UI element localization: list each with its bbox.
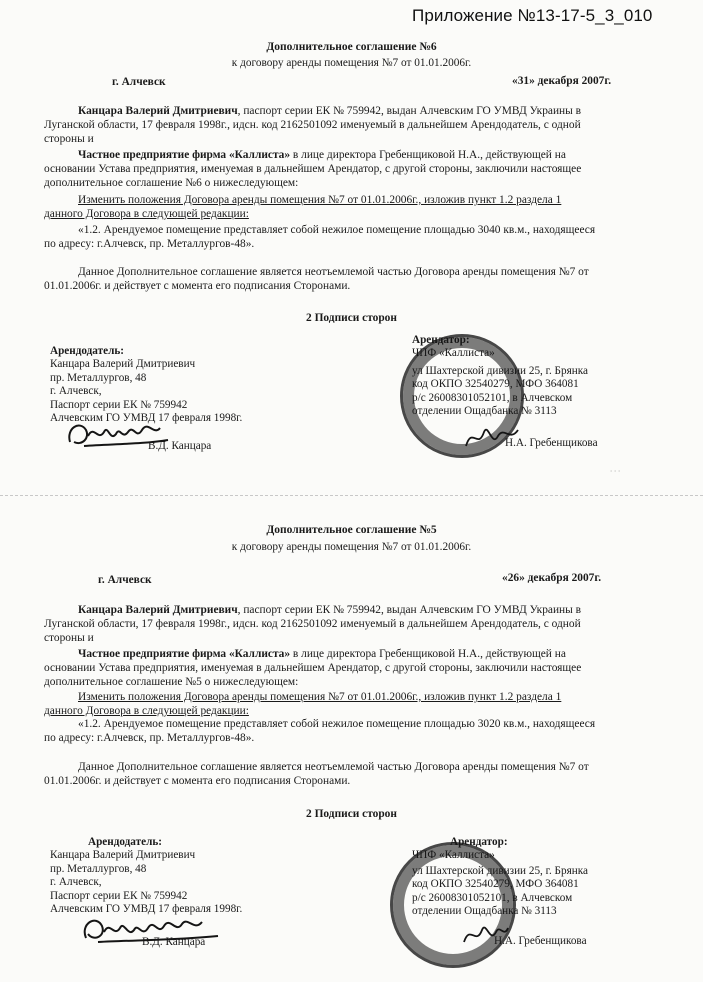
landlord-name: Канцара Валерий Дмитриевич	[78, 105, 238, 117]
agreement5-title: Дополнительное соглашение №5	[266, 524, 437, 536]
agreement5-subtitle: к договору аренды помещения №7 от 01.01.2006г.	[231, 541, 472, 553]
landlord-line-3: Паспорт серии ЕК № 759942	[50, 889, 188, 902]
clause-line1: «1.2. Арендуемое помещение представляет собой нежилое помещение площадью 3040 кв.м., находящееся	[78, 224, 596, 236]
change-line2: данного Договора в следующей редакции:	[44, 208, 249, 220]
landlord-title: Арендодатель:	[50, 345, 124, 357]
tenant-line-2: код ОКПО 32540279, МФО 364081	[412, 378, 579, 391]
appendix-label: Приложение №13-17-5_3_010	[412, 6, 653, 25]
agreement6-change	[44, 193, 672, 221]
agreement5-signatures-heading: 2 Подписи сторон	[306, 808, 397, 820]
landlord-title: Арендодатель:	[88, 836, 162, 848]
party1-line2: Луганской области, 17 февраля 1998г., идсн. код 2162501092 именуемый в дальнейшем Арендодатель, с одной	[44, 119, 581, 131]
integral-line1: Данное Дополнительное соглашение является неотъемлемой частью Договора аренды помещения №7 от	[78, 266, 589, 278]
agreement6-landlord-sign: В.Д. Канцара	[148, 440, 212, 452]
change-line1: Изменить положения Договора аренды помещения №7 от 01.01.2006г., изложив пункт 1.2 раздела 1	[78, 194, 562, 206]
integral-line1: Данное Дополнительное соглашение является неотъемлемой частью Договора аренды помещения №7 от	[78, 761, 589, 773]
landlord-line-1: пр. Металлургов, 48	[50, 862, 147, 875]
tenant-name: Частное предприятие фирма «Каллиста»	[78, 648, 291, 660]
tenant-line-3: р/с 26008301052101, в Алчевском	[412, 891, 573, 904]
agreement6-city: г. Алчевск	[112, 76, 166, 88]
change-line1: Изменить положения Договора аренды помещения №7 от 01.01.2006г., изложив пункт 1.2 раздела 1	[78, 691, 562, 703]
agreement5-landlord-sign: В.Д. Канцара	[142, 936, 206, 948]
agreement6-party2	[44, 148, 672, 190]
agreement5-tenant-sign: Н.А. Гребенщикова	[494, 935, 587, 947]
tenant-line-2: код ОКПО 32540279, МФО 364081	[412, 878, 579, 891]
agreement5-date: «26» декабря 2007г.	[502, 572, 602, 584]
tenant-title: Арендатор:	[412, 334, 470, 346]
agreement5-clause	[44, 717, 672, 745]
tenant-name: Частное предприятие фирма «Каллиста»	[78, 149, 291, 161]
landlord-line-3: Паспорт серии ЕК № 759942	[50, 398, 188, 411]
party1-line1: , паспорт серии ЕК № 759942, выдан Алчевским ГО УМВД Украины в	[237, 105, 582, 117]
agreement5-party2	[44, 647, 672, 689]
party2-line3: дополнительное соглашение №5 о нижеследующем:	[44, 676, 299, 688]
landlord-line-0: Канцара Валерий Дмитриевич	[50, 358, 196, 371]
integral-line2: 01.01.2006г. и действует с момента его подписания Сторонами.	[44, 280, 351, 292]
scan-noise-mark: · · ·	[610, 467, 620, 476]
party2-line2: основании Устава предприятия, именуемая в дальнейшем Арендатор, с другой стороны, заключили настоящее	[44, 662, 582, 674]
agreement5-change	[44, 690, 672, 718]
party2-line1: в лице директора Гребенщиковой Н.А., действующей на	[290, 149, 566, 161]
agreement6-subtitle: к договору аренды помещения №7 от 01.01.2006г.	[231, 57, 472, 69]
clause-line1: «1.2. Арендуемое помещение представляет собой нежилое помещение площадью 3020 кв.м., находящееся	[78, 718, 596, 730]
landlord-line-2: г. Алчевск,	[50, 876, 102, 889]
party1-line1: , паспорт серии ЕК № 759942, выдан Алчевским ГО УМВД Украины в	[237, 604, 582, 616]
landlord-line-1: пр. Металлургов, 48	[50, 371, 147, 384]
landlord-line-0: Канцара Валерий Дмитриевич	[50, 849, 196, 862]
agreement5-city: г. Алчевск	[98, 574, 152, 586]
tenant-signature-icon	[462, 420, 522, 454]
landlord-line-4: Алчевским ГО УМВД 17 февраля 1998г.	[50, 412, 243, 425]
party2-line1: в лице директора Гребенщиковой Н.А., действующей на	[290, 648, 566, 660]
agreement5-party1	[44, 603, 672, 645]
company-stamp-icon	[390, 842, 516, 968]
party1-line3: стороны и	[44, 133, 94, 145]
agreement6-title: Дополнительное соглашение №6	[266, 41, 437, 53]
agreement6-tenant-sign: Н.А. Гребенщикова	[505, 437, 598, 449]
tenant-line-1: ул Шахтерской дивизии 25, г. Брянка	[412, 364, 588, 377]
party1-line3: стороны и	[44, 632, 94, 644]
change-line2: данного Договора в следующей редакции:	[44, 705, 249, 717]
tenant-line-1: ул Шахтерской дивизии 25, г. Брянка	[412, 864, 588, 877]
landlord-line-4: Алчевским ГО УМВД 17 февраля 1998г.	[50, 903, 243, 916]
tenant-line-4: отделении Ощадбанка № 3113	[412, 405, 557, 418]
landlord-name: Канцара Валерий Дмитриевич	[78, 604, 238, 616]
agreement6-clause	[44, 223, 672, 251]
tenant-line-0: ЧПФ «Каллиста»	[412, 849, 495, 862]
agreement6-party1	[44, 104, 672, 146]
party2-line2: основании Устава предприятия, именуемая в дальнейшем Арендатор, с другой стороны, заключили настоящее	[44, 163, 582, 175]
agreement5-integral	[44, 760, 672, 788]
clause-line2: по адресу: г.Алчевск, пр. Металлургов-48».	[44, 732, 255, 744]
tenant-title: Арендатор:	[450, 836, 508, 848]
party2-line3: дополнительное соглашение №6 о нижеследующем:	[44, 177, 299, 189]
agreement6-signatures-heading: 2 Подписи сторон	[306, 312, 397, 324]
tenant-signature-icon	[460, 918, 510, 948]
landlord-signature-icon	[64, 414, 174, 452]
agreement6-integral	[44, 265, 672, 293]
tenant-line-3: р/с 26008301052101, в Алчевском	[412, 391, 573, 404]
landlord-line-2: г. Алчевск,	[50, 385, 102, 398]
party1-line2: Луганской области, 17 февраля 1998г., идсн. код 2162501092 именуемый в дальнейшем Арендодатель, с одной	[44, 618, 581, 630]
agreement5-landlord-block	[50, 836, 242, 916]
tenant-line-0: ЧПФ «Каллиста»	[412, 347, 495, 360]
agreement6-date: «31» декабря 2007г.	[512, 75, 612, 87]
integral-line2: 01.01.2006г. и действует с момента его подписания Сторонами.	[44, 775, 351, 787]
clause-line2: по адресу: г.Алчевск, пр. Металлургов-48».	[44, 238, 255, 250]
tenant-line-4: отделении Ощадбанка № 3113	[412, 905, 557, 918]
page-separator	[0, 495, 703, 497]
landlord-signature-icon	[78, 908, 228, 948]
